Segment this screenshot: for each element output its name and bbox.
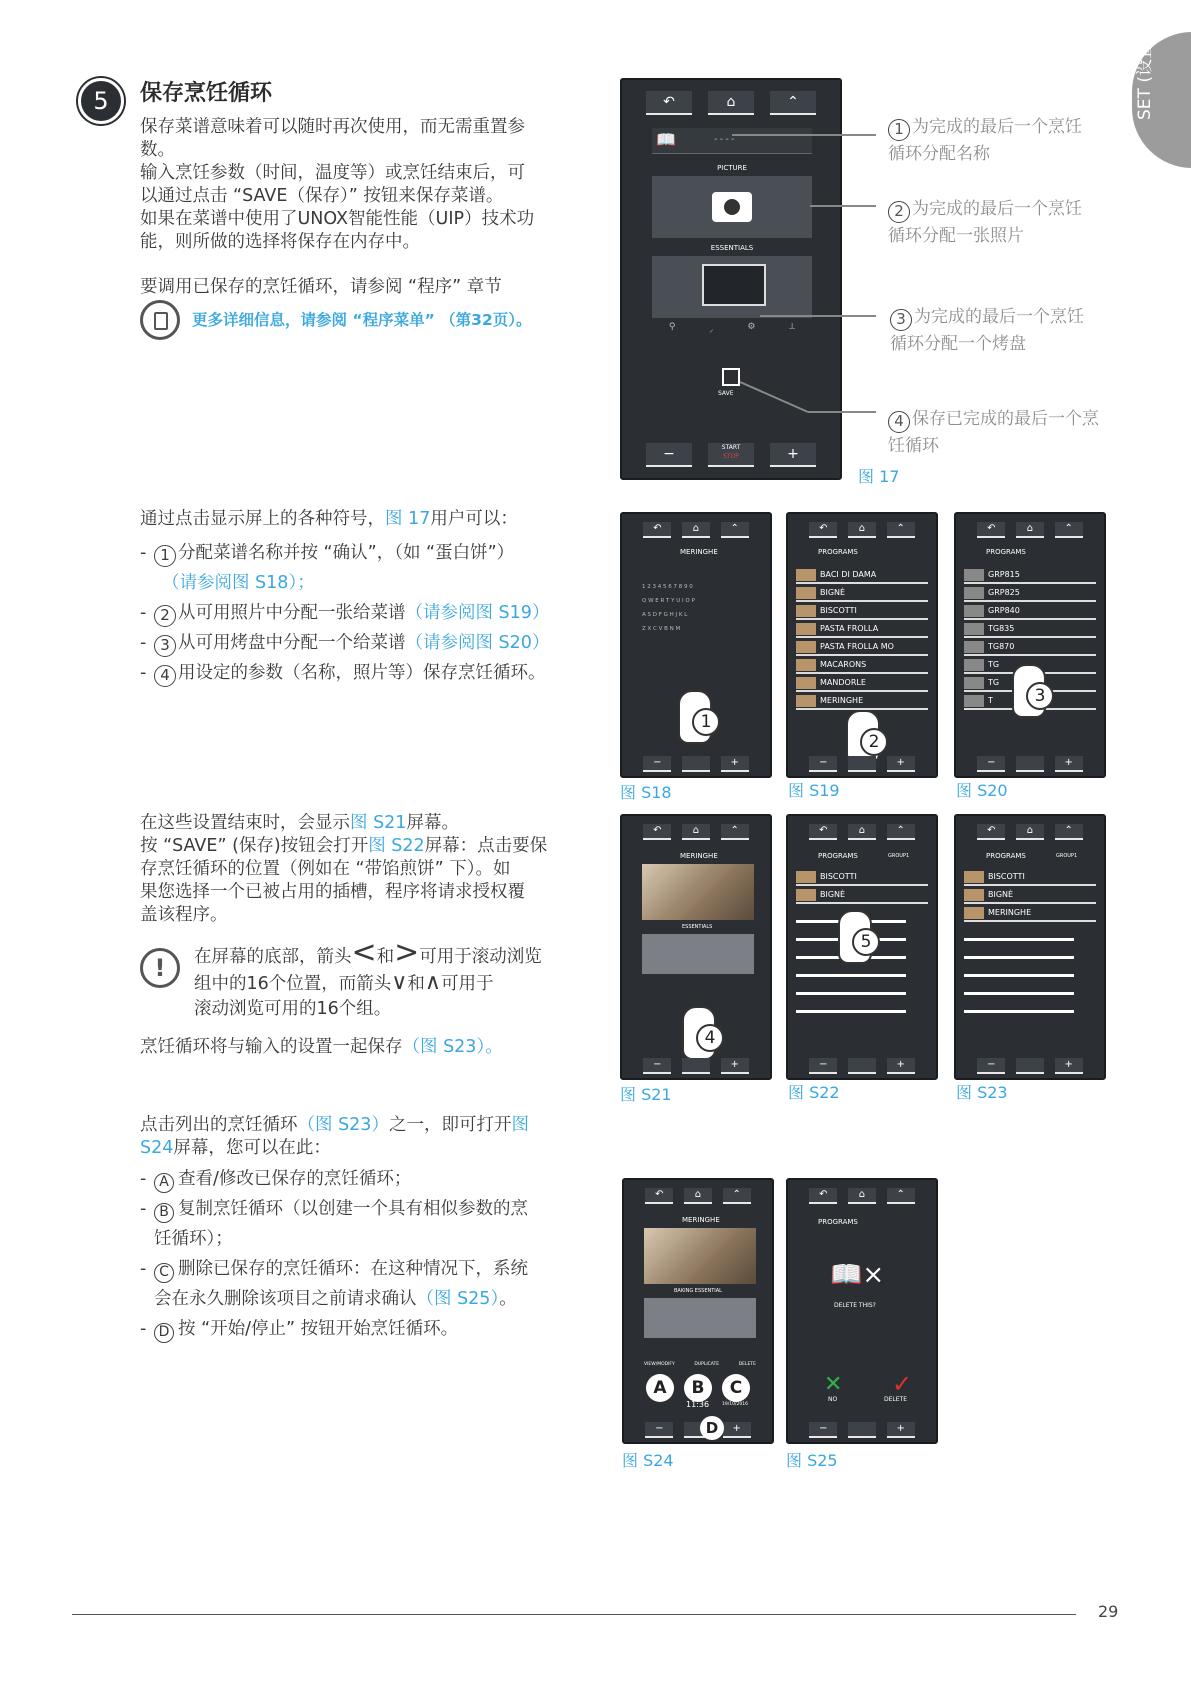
- fig-s19-label: 图 S19: [788, 781, 840, 800]
- fig-s18-device: ↶ ⌂ ⌃ MERINGHE 1 2 3 4 5 6 7 8 9 0 Q W E R T Y U I O P A S D F G H J K L Z X C V B N M 1 − +: [620, 512, 772, 778]
- callout-2: 2 为完成的最后一个烹饪 循环分配一张照片: [888, 199, 1082, 246]
- programs-reference: 要调用已保存的烹饪循环，请参阅 “程序” 章节: [140, 277, 502, 297]
- fig-s22-label: 图 S22: [788, 1083, 840, 1102]
- callout-leaders: [700, 120, 890, 420]
- picture-label: PICTURE: [717, 164, 747, 172]
- chevron-left-icon: <: [351, 935, 377, 970]
- chevron-right-icon: >: [394, 935, 420, 970]
- step-3: - 3 从可用烤盘中分配一个给菜谱（请参阅图 S20）: [140, 628, 590, 658]
- section-title: 保存烹饪循环: [140, 81, 273, 106]
- saved-note: 烹饪循环将与输入的设置一起保存（图 S23）。: [140, 1037, 503, 1057]
- start-stop-button[interactable]: START STOP: [708, 443, 754, 467]
- no-icon[interactable]: ✕: [824, 1372, 843, 1397]
- plus-button[interactable]: +: [770, 443, 816, 467]
- intro-paragraph: 保存菜谱意味着可以随时再次使用，而无需重置参 数。 输入烹饪参数（时间，温度等）或烹饪结束后，可 以通过点击 “SAVE（保存）” 按钮来保存菜谱。 如果在菜谱中使用了UNOX智能性能（UIP）技术功 能，则所做的选择将保存在内存中。: [140, 117, 535, 252]
- essentials-label: ESSENTIALS: [710, 244, 754, 252]
- chevron-down-icon: ∨: [391, 970, 408, 995]
- steps-intro: 通过点击显示屏上的各种符号，图 17用户可以：: [140, 509, 518, 529]
- fig-s20-device: ↶ ⌂ ⌃ PROGRAMS GRP815 GRP825 GRP840 TG835 TG870 TG TG T 3 − +: [954, 512, 1106, 778]
- page-number: 29: [1098, 1602, 1119, 1621]
- fig-s20-label: 图 S20: [956, 781, 1008, 800]
- section-tab-label: SET (设置): [1135, 35, 1155, 120]
- step-2: - 2 从可用照片中分配一张给菜谱（请参阅图 S19）: [140, 598, 590, 628]
- fig17-label: 图 17: [858, 467, 900, 486]
- fig-s21-device: ↶ ⌂ ⌃ MERINGHE ESSENTIALS 4 − +: [620, 814, 772, 1080]
- step-1-ref: （请参阅图 S18）；: [162, 573, 315, 593]
- fig-s24-device: ↶ ⌂ ⌃ MERINGHE BAKING ESSENTIAL VIEW/MODIFY DUPLICATE DELETE A B C 11:36 19/10/2016 − + D: [622, 1178, 774, 1444]
- fig-s23-device: ↶ ⌂ ⌃ PROGRAMS GROUP1 BISCOTTI BIGNÈ MERINGHE − +: [954, 814, 1106, 1080]
- fig-s25-label: 图 S25: [786, 1451, 838, 1470]
- callout-4: 4 保存已完成的最后一个烹 饪循环: [888, 409, 1099, 456]
- callout-3: 3 为完成的最后一个烹饪 循环分配一个烤盘: [890, 307, 1084, 354]
- book-icon: 📖: [656, 130, 676, 149]
- fig-s24-label: 图 S24: [622, 1451, 674, 1470]
- action-list: - A 查看/修改已保存的烹饪循环； - B 复制烹饪循环（以创建一个具有相似参数的烹 饪循环）； - C 删除已保存的烹饪循环：在这种情况下，系统 会在永久删除该项目之前请求确认（图 S25）。 - D 按 “开始/停止” 按钮开始烹饪循环。: [140, 1164, 590, 1344]
- minus-button[interactable]: −: [646, 443, 692, 467]
- footer-rule: [72, 1614, 1076, 1615]
- scroll-note: 在屏幕的底部，箭头<和>可用于滚动浏览 组中的16个位置，而箭头∨和∧可用于 滚动浏览可用的16个组。: [194, 935, 542, 1019]
- fig-s25-device: ↶ ⌂ ⌃ PROGRAMS 📖× DELETE THIS? ✕ NO ✓ DELETE − +: [786, 1178, 938, 1444]
- end-paragraph: 在这些设置结束时，会显示图 S21屏幕。 按 “SAVE” (保存)按钮会打开图 S22屏幕：点击要保 存烹饪循环的位置（例如在 “带馅煎饼” 下）。如 果您选择一个已被占用的插槽，程序将请求授权覆 盖该程序。: [140, 813, 548, 925]
- fig-s21-label: 图 S21: [620, 1085, 672, 1104]
- section-number-badge: 5: [78, 78, 124, 124]
- home-button[interactable]: ⌂: [708, 91, 754, 115]
- warning-icon: !: [140, 948, 180, 988]
- save-label: SAVE: [718, 390, 734, 397]
- step-4: - 4 用设定的参数（名称，照片等）保存烹饪循环。: [140, 658, 590, 688]
- step-1: - 1 分配菜谱名称并按 “确认”，（如 “蛋白饼”）: [140, 538, 590, 568]
- fig-s19-device: ↶ ⌂ ⌃ PROGRAMS BACI DI DAMA BIGNÈ BISCOTTI PASTA FROLLA PASTA FROLLA MO MACARONS MANDORLE MERINGHE 2 − +: [786, 512, 938, 778]
- back-button[interactable]: ↶: [646, 91, 692, 115]
- name-field[interactable]: 📖 ----: [652, 128, 812, 154]
- delete-check-icon[interactable]: ✓: [892, 1370, 913, 1398]
- icon-strip: ⚲ ⸝ ⚙ ⟂: [668, 322, 796, 335]
- book-icon: [140, 300, 180, 340]
- callout-1: 1 为完成的最后一个烹饪 循环分配名称: [888, 117, 1082, 164]
- chevron-up-icon: ∧: [424, 970, 441, 995]
- list-intro: 点击列出的烹饪循环（图 S23）之一，即可打开图 S24屏幕，您可以在此：: [140, 1115, 529, 1158]
- steps-list: [140, 538, 590, 688]
- up-button[interactable]: ⌃: [770, 91, 816, 115]
- fig-s18-label: 图 S18: [620, 783, 672, 802]
- fig-s22-device: ↶ ⌂ ⌃ PROGRAMS GROUP1 BISCOTTI BIGNÈ 5 − +: [786, 814, 938, 1080]
- more-info-link[interactable]: 更多详细信息，请参阅 “程序菜单” （第32页）。: [192, 311, 532, 329]
- book-delete-icon: 📖×: [830, 1260, 885, 1290]
- fig-s23-label: 图 S23: [956, 1083, 1008, 1102]
